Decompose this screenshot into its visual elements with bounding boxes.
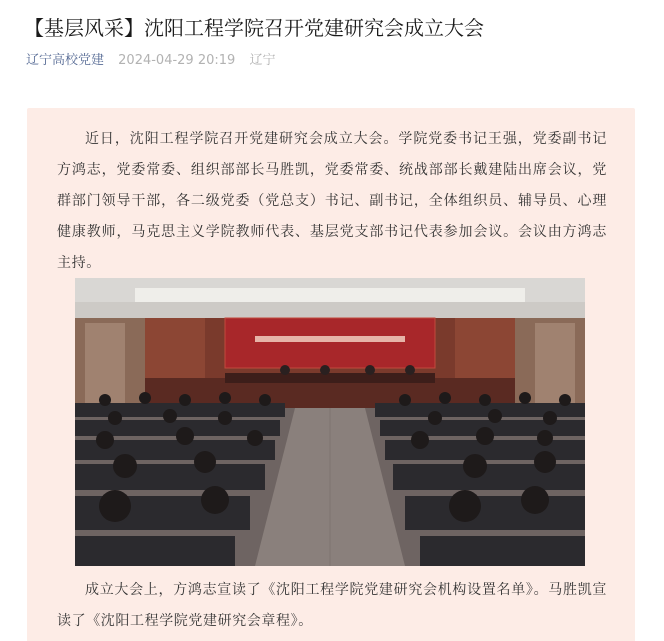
paragraph-second: 成立大会上，方鸿志宣读了《沈阳工程学院党建研究会机构设置名单》。马胜凯宣读了《沈阳工程学院党建研究会章程》。 xyxy=(57,582,607,629)
paragraph-intro: 近日，沈阳工程学院召开党建研究会成立大会。学院党委书记王强，党委副书记方鸿志，党委常委、组织部部长马胜凯，党委常委、统战部部长戴建陆出席会议，党群部门领导干部，各二级党委（党总支）书记、副书记，全体组织员、辅导员、心理健康教师，马克思主义学院教师代表、基层党支部书记代表参加会议。会议由方鸿志主持。 xyxy=(57,131,607,271)
article-meta xyxy=(26,52,275,70)
meeting-photo[interactable] xyxy=(75,278,585,566)
publish-location: 辽宁 xyxy=(249,53,276,68)
article-title: 【基层风采】沈阳工程学院召开党建研究会成立大会 xyxy=(24,16,484,40)
account-name-link[interactable]: 辽宁高校党建 xyxy=(26,53,105,68)
article-content-card xyxy=(27,108,635,641)
publish-time: 2024-04-29 20:19 xyxy=(118,53,236,68)
